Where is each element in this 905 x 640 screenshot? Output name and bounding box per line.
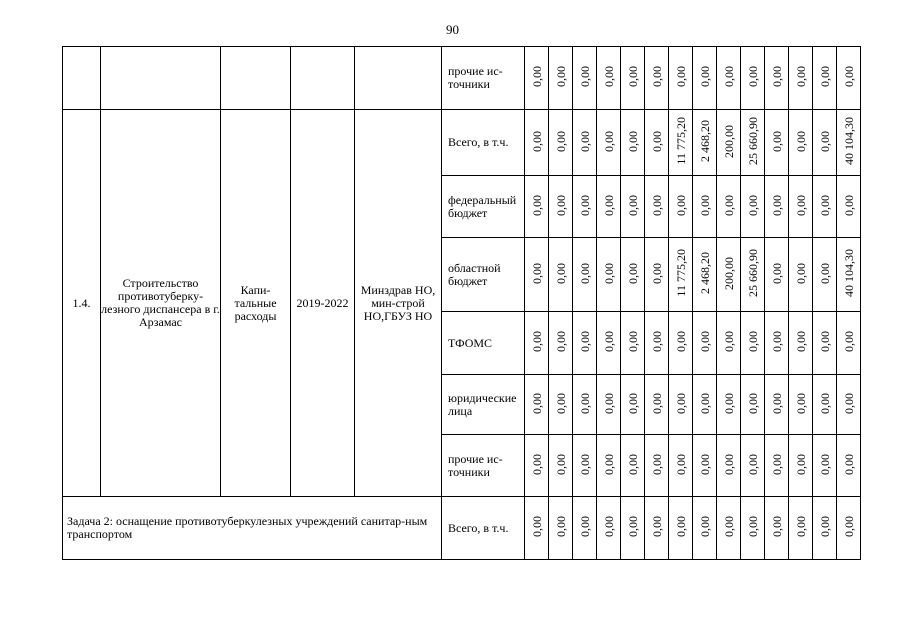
value-cell: 0,00 xyxy=(717,176,741,238)
value-cell: 11 775,20 xyxy=(669,238,693,312)
value-cell: 0,00 xyxy=(693,176,717,238)
value-cell: 0,00 xyxy=(597,312,621,375)
prev-name-cell xyxy=(101,47,221,110)
source-label: прочие ис- точники xyxy=(442,47,525,110)
value-cell: 0,00 xyxy=(741,375,765,435)
value-cell: 0,00 xyxy=(789,238,813,312)
value-cell: 0,00 xyxy=(597,497,621,560)
value-cell: 0,00 xyxy=(813,176,837,238)
value-cell: 0,00 xyxy=(789,47,813,110)
task2-title: Задача 2: оснащение противотуберкулезных учреждений санитар-ным транспортом xyxy=(63,497,442,560)
value-cell: 0,00 xyxy=(549,435,573,497)
value-cell: 0,00 xyxy=(621,497,645,560)
value-cell: 0,00 xyxy=(621,176,645,238)
value-cell: 0,00 xyxy=(597,435,621,497)
prev-number-cell xyxy=(63,47,101,110)
source-label: ТФОМС xyxy=(442,312,525,375)
value-cell: 2 468,20 xyxy=(693,110,717,176)
value-cell: 0,00 xyxy=(813,238,837,312)
value-cell: 0,00 xyxy=(525,375,549,435)
value-cell: 0,00 xyxy=(789,375,813,435)
value-cell: 0,00 xyxy=(549,375,573,435)
value-cell: 0,00 xyxy=(717,312,741,375)
value-cell: 0,00 xyxy=(789,435,813,497)
value-cell: 0,00 xyxy=(645,47,669,110)
value-cell: 0,00 xyxy=(597,375,621,435)
value-cell: 0,00 xyxy=(669,375,693,435)
value-cell: 0,00 xyxy=(669,497,693,560)
value-cell: 11 775,20 xyxy=(669,110,693,176)
value-cell: 0,00 xyxy=(693,497,717,560)
value-cell: 0,00 xyxy=(765,497,789,560)
value-cell: 40 104,30 xyxy=(837,238,861,312)
value-cell: 0,00 xyxy=(813,375,837,435)
value-cell: 0,00 xyxy=(669,312,693,375)
value-cell: 0,00 xyxy=(669,176,693,238)
value-cell: 25 660,90 xyxy=(741,238,765,312)
value-cell: 0,00 xyxy=(597,47,621,110)
value-cell: 0,00 xyxy=(789,176,813,238)
value-cell: 0,00 xyxy=(669,47,693,110)
value-cell: 0,00 xyxy=(765,176,789,238)
prev-expense-cell xyxy=(221,47,291,110)
prev-executor-cell xyxy=(355,47,442,110)
value-cell: 0,00 xyxy=(837,435,861,497)
value-cell: 0,00 xyxy=(549,110,573,176)
value-cell: 0,00 xyxy=(693,375,717,435)
value-cell: 0,00 xyxy=(573,497,597,560)
value-cell: 0,00 xyxy=(597,110,621,176)
value-cell: 0,00 xyxy=(765,375,789,435)
value-cell: 0,00 xyxy=(645,435,669,497)
value-cell: 0,00 xyxy=(645,375,669,435)
value-cell: 0,00 xyxy=(525,312,549,375)
value-cell: 2 468,20 xyxy=(693,238,717,312)
value-cell: 0,00 xyxy=(837,176,861,238)
value-cell: 0,00 xyxy=(741,312,765,375)
value-cell: 0,00 xyxy=(645,312,669,375)
value-cell: 0,00 xyxy=(573,375,597,435)
value-cell: 0,00 xyxy=(525,497,549,560)
page-number: 90 xyxy=(446,22,459,37)
item-name: Строительство противотуберку-лезного диспансера в г. Арзамас xyxy=(101,110,221,497)
value-cell: 40 104,30 xyxy=(837,110,861,176)
source-label: Всего, в т.ч. xyxy=(442,110,525,176)
value-cell: 0,00 xyxy=(765,238,789,312)
value-cell: 0,00 xyxy=(645,110,669,176)
value-cell: 0,00 xyxy=(549,312,573,375)
prev-period-cell xyxy=(291,47,355,110)
value-cell: 0,00 xyxy=(837,497,861,560)
value-cell: 0,00 xyxy=(573,238,597,312)
source-label: федеральный бюджет xyxy=(442,176,525,238)
value-cell: 0,00 xyxy=(717,47,741,110)
value-cell: 0,00 xyxy=(789,497,813,560)
value-cell: 0,00 xyxy=(789,312,813,375)
value-cell: 0,00 xyxy=(645,497,669,560)
item-number: 1.4. xyxy=(63,110,101,497)
value-cell: 0,00 xyxy=(525,435,549,497)
value-cell: 0,00 xyxy=(717,497,741,560)
value-cell: 0,00 xyxy=(717,435,741,497)
value-cell: 0,00 xyxy=(549,176,573,238)
value-cell: 0,00 xyxy=(525,238,549,312)
task2-row xyxy=(63,497,861,560)
value-cell: 0,00 xyxy=(621,110,645,176)
value-cell: 0,00 xyxy=(693,435,717,497)
value-cell: 0,00 xyxy=(597,176,621,238)
value-cell: 0,00 xyxy=(621,312,645,375)
value-cell: 0,00 xyxy=(669,435,693,497)
value-cell: 0,00 xyxy=(645,238,669,312)
value-cell: 0,00 xyxy=(693,47,717,110)
value-cell: 0,00 xyxy=(573,312,597,375)
value-cell: 0,00 xyxy=(813,110,837,176)
value-cell: 0,00 xyxy=(741,47,765,110)
value-cell: 0,00 xyxy=(597,238,621,312)
value-cell: 200,00 xyxy=(717,110,741,176)
value-cell: 0,00 xyxy=(717,375,741,435)
value-cell: 0,00 xyxy=(765,47,789,110)
value-cell: 0,00 xyxy=(813,47,837,110)
value-cell: 0,00 xyxy=(645,176,669,238)
value-cell: 0,00 xyxy=(837,375,861,435)
item-executor: Минздрав НО, мин-строй НО,ГБУЗ НО xyxy=(355,110,442,497)
prev-block-row xyxy=(63,47,861,110)
value-cell: 0,00 xyxy=(621,435,645,497)
value-cell: 200,00 xyxy=(717,238,741,312)
value-cell: 0,00 xyxy=(837,47,861,110)
source-label: Всего, в т.ч. xyxy=(442,497,525,560)
value-cell: 0,00 xyxy=(837,312,861,375)
value-cell: 0,00 xyxy=(525,176,549,238)
value-cell: 0,00 xyxy=(813,312,837,375)
budget-table xyxy=(62,46,861,560)
item-row-total xyxy=(63,110,861,176)
value-cell: 0,00 xyxy=(621,47,645,110)
value-cell: 0,00 xyxy=(621,375,645,435)
value-cell: 0,00 xyxy=(741,435,765,497)
value-cell: 0,00 xyxy=(741,497,765,560)
value-cell: 0,00 xyxy=(573,110,597,176)
value-cell: 0,00 xyxy=(789,110,813,176)
value-cell: 0,00 xyxy=(573,435,597,497)
value-cell: 0,00 xyxy=(741,176,765,238)
value-cell: 0,00 xyxy=(549,47,573,110)
value-cell: 0,00 xyxy=(765,312,789,375)
value-cell: 0,00 xyxy=(549,497,573,560)
source-label: юридические лица xyxy=(442,375,525,435)
value-cell: 0,00 xyxy=(549,238,573,312)
value-cell: 0,00 xyxy=(525,47,549,110)
value-cell: 0,00 xyxy=(765,110,789,176)
item-period: 2019-2022 xyxy=(291,110,355,497)
value-cell: 0,00 xyxy=(765,435,789,497)
source-label: областной бюджет xyxy=(442,238,525,312)
value-cell: 0,00 xyxy=(525,110,549,176)
item-expense-type: Капи-тальные расходы xyxy=(221,110,291,497)
value-cell: 0,00 xyxy=(813,497,837,560)
value-cell: 0,00 xyxy=(621,238,645,312)
value-cell: 0,00 xyxy=(693,312,717,375)
source-label: прочие ис- точники xyxy=(442,435,525,497)
value-cell: 25 660,90 xyxy=(741,110,765,176)
value-cell: 0,00 xyxy=(813,435,837,497)
value-cell: 0,00 xyxy=(573,47,597,110)
value-cell: 0,00 xyxy=(573,176,597,238)
